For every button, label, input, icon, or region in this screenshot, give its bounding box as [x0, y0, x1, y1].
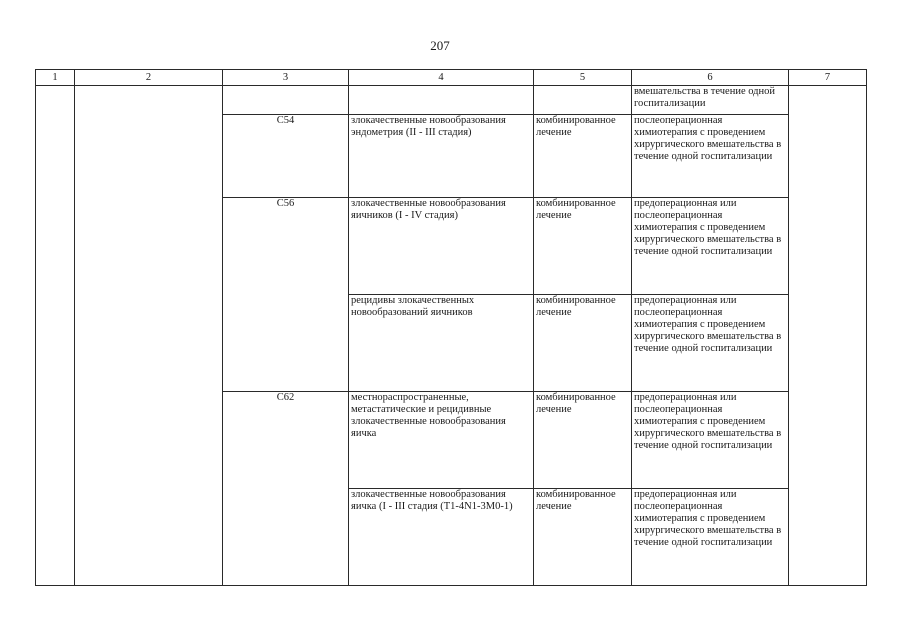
table-row-continuation [36, 86, 867, 115]
header-col-6: 6 [632, 70, 789, 86]
cell-code-empty [223, 86, 349, 115]
cell-treatment: комбинированное лечение [534, 115, 632, 198]
cell-diagnosis: злокачественные новообразования яичников (I - IV стадия) [349, 198, 534, 295]
cell-code: C54 [223, 115, 349, 198]
cell-treatment: комбинированное лечение [534, 489, 632, 586]
cell-col-7 [789, 86, 867, 586]
cell-diagnosis-empty [349, 86, 534, 115]
cell-method: предоперационная или послеоперационная химиотерапия с проведением хирургического вмешательства в течение одной госпитализации [632, 295, 789, 392]
header-col-3: 3 [223, 70, 349, 86]
header-col-4: 4 [349, 70, 534, 86]
header-row [36, 70, 867, 86]
cell-method: предоперационная или послеоперационная химиотерапия с проведением хирургического вмешательства в течение одной госпитализации [632, 489, 789, 586]
page-number: 207 [430, 38, 450, 53]
cell-method: предоперационная или послеоперационная химиотерапия с проведением хирургического вмешательства в течение одной госпитализации [632, 198, 789, 295]
cell-treatment: комбинированное лечение [534, 295, 632, 392]
cell-method: послеоперационная химиотерапия с проведением хирургического вмешательства в течение одной госпитализации [632, 115, 789, 198]
header-col-5: 5 [534, 70, 632, 86]
cell-treatment: комбинированное лечение [534, 392, 632, 489]
cell-diagnosis: злокачественные новообразования яичка (I - III стадия (T1-4N1-3M0-1) [349, 489, 534, 586]
cell-diagnosis: злокачественные новообразования эндометрия (II - III стадия) [349, 115, 534, 198]
medical-table [35, 69, 867, 586]
header-col-7: 7 [789, 70, 867, 86]
cell-method: предоперационная или послеоперационная химиотерапия с проведением хирургического вмешательства в течение одной госпитализации [632, 392, 789, 489]
cell-treatment-empty [534, 86, 632, 115]
cell-diagnosis: местнораспространенные, метастатические и рецидивные злокачественные новообразования яичка [349, 392, 534, 489]
cell-code: C62 [223, 392, 349, 586]
cell-diagnosis: рецидивы злокачественных новообразований яичников [349, 295, 534, 392]
cell-code: C56 [223, 198, 349, 392]
cell-col-1 [36, 86, 75, 586]
header-col-1: 1 [36, 70, 75, 86]
cell-treatment: комбинированное лечение [534, 198, 632, 295]
cell-method-continuation: вмешательства в течение одной госпитализации [632, 86, 789, 115]
cell-col-2 [75, 86, 223, 586]
header-col-2: 2 [75, 70, 223, 86]
